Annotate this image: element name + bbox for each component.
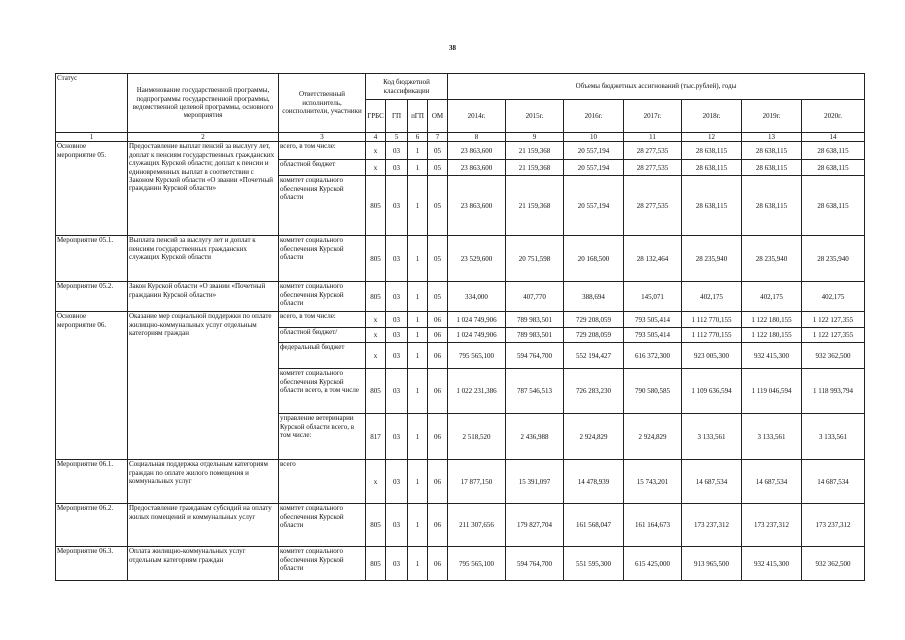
row-om: 06 <box>428 312 448 328</box>
row-value: 21 159,368 <box>506 176 564 236</box>
row-value: 23 863,600 <box>448 176 506 236</box>
row-om: 05 <box>428 160 448 176</box>
header-year: 2020г. <box>802 100 865 133</box>
row-status: Мероприятие 06.1. <box>56 460 128 504</box>
row-value: 28 638,115 <box>742 142 802 160</box>
row-value: 23 863,600 <box>448 142 506 160</box>
row-name: Предоставление гражданам субсидий на оплату жилых помещений и коммунальных услуг <box>128 504 279 547</box>
row-value: 913 965,500 <box>682 547 742 581</box>
table-row <box>56 236 865 282</box>
row-value: 795 565,100 <box>448 547 506 581</box>
row-grbs: х <box>366 328 386 343</box>
row-grbs: 817 <box>366 414 386 460</box>
row-value: 2 518,520 <box>448 414 506 460</box>
row-gp: 03 <box>386 369 408 414</box>
row-value: 388,694 <box>564 282 624 312</box>
row-value: 615 425,000 <box>624 547 682 581</box>
column-number: 7 <box>428 133 448 142</box>
row-status: Мероприятие 05.1. <box>56 236 128 282</box>
row-grbs: 805 <box>366 369 386 414</box>
header-year: 2019г. <box>742 100 802 133</box>
row-pgp: 1 <box>408 282 428 312</box>
row-value: 1 118 993,794 <box>802 369 865 414</box>
header-year: 2018г. <box>682 100 742 133</box>
row-grbs: 805 <box>366 236 386 282</box>
row-grbs: 805 <box>366 176 386 236</box>
row-value: 21 159,368 <box>506 160 564 176</box>
row-value: 789 983,501 <box>506 312 564 328</box>
row-value: 1 119 046,594 <box>742 369 802 414</box>
row-value: 402,175 <box>742 282 802 312</box>
row-value: 407,770 <box>506 282 564 312</box>
row-value: 793 505,414 <box>624 312 682 328</box>
row-gp: 03 <box>386 176 408 236</box>
row-value: 20 557,194 <box>564 176 624 236</box>
row-executor: комитет социального обеспечения Курской области <box>279 504 366 547</box>
table-row <box>56 142 865 160</box>
row-status: Основное мероприятие 06. <box>56 312 128 460</box>
row-pgp: 1 <box>408 504 428 547</box>
row-value: 17 877,150 <box>448 460 506 504</box>
row-pgp: 1 <box>408 414 428 460</box>
header-code-pgp: пГП <box>408 100 428 133</box>
row-executor: комитет социального обеспечения Курской области всего, в том числе <box>279 369 366 414</box>
row-value: 402,175 <box>682 282 742 312</box>
row-value: 2 924,829 <box>564 414 624 460</box>
row-pgp: 1 <box>408 312 428 328</box>
column-number: 11 <box>624 133 682 142</box>
row-value: 161 568,047 <box>564 504 624 547</box>
row-om: 06 <box>428 547 448 581</box>
row-value: 28 638,115 <box>802 160 865 176</box>
row-value: 173 237,312 <box>802 504 865 547</box>
header-row <box>56 74 865 100</box>
header-code-group: Код бюджетной классификации <box>366 74 448 100</box>
row-pgp: 1 <box>408 369 428 414</box>
row-value: 28 277,535 <box>624 176 682 236</box>
row-value: 726 283,230 <box>564 369 624 414</box>
row-value: 787 546,513 <box>506 369 564 414</box>
row-value: 28 235,940 <box>742 236 802 282</box>
row-value: 932 362,500 <box>802 343 865 369</box>
row-status: Основное мероприятие 05. <box>56 142 128 236</box>
column-number-row <box>56 133 865 142</box>
row-value: 23 863,600 <box>448 160 506 176</box>
column-number: 5 <box>386 133 408 142</box>
table-row <box>56 282 865 312</box>
row-value: 1 109 636,594 <box>682 369 742 414</box>
row-gp: 03 <box>386 312 408 328</box>
column-number: 6 <box>408 133 428 142</box>
row-pgp: 1 <box>408 547 428 581</box>
row-value: 1 122 180,155 <box>742 328 802 343</box>
row-gp: 03 <box>386 160 408 176</box>
row-value: 932 362,500 <box>802 547 865 581</box>
row-value: 923 005,300 <box>682 343 742 369</box>
row-grbs: х <box>366 460 386 504</box>
row-executor: областной бюджет <box>279 160 366 176</box>
row-value: 14 687,534 <box>742 460 802 504</box>
header-year: 2015г. <box>506 100 564 133</box>
row-grbs: х <box>366 142 386 160</box>
row-value: 28 638,115 <box>742 160 802 176</box>
row-executor: комитет социального обеспечения Курской области <box>279 282 366 312</box>
row-executor: федеральный бюджет <box>279 343 366 369</box>
row-executor: всего <box>279 460 366 504</box>
row-value: 20 557,194 <box>564 142 624 160</box>
row-grbs: х <box>366 343 386 369</box>
row-value: 616 372,300 <box>624 343 682 369</box>
row-value: 28 638,115 <box>802 142 865 160</box>
header-code-om: ОМ <box>428 100 448 133</box>
row-value: 28 638,115 <box>682 142 742 160</box>
row-value: 594 764,700 <box>506 343 564 369</box>
row-value: 2 924,829 <box>624 414 682 460</box>
row-value: 1 122 127,355 <box>802 312 865 328</box>
row-om: 05 <box>428 176 448 236</box>
column-number: 14 <box>802 133 865 142</box>
budget-table <box>55 73 865 581</box>
row-value: 179 827,704 <box>506 504 564 547</box>
header-year: 2017г. <box>624 100 682 133</box>
header-code-grbs: ГРБС <box>366 100 386 133</box>
row-gp: 03 <box>386 460 408 504</box>
row-gp: 03 <box>386 282 408 312</box>
row-value: 28 638,115 <box>682 176 742 236</box>
row-value: 729 208,059 <box>564 312 624 328</box>
row-executor: комитет социального обеспечения Курской области <box>279 176 366 236</box>
row-value: 1 112 770,155 <box>682 328 742 343</box>
row-name: Оказание мер социальной поддержки по оплате жилищно-коммунальных услуг отдельным категориям граждан <box>128 312 279 460</box>
column-number: 8 <box>448 133 506 142</box>
row-value: 3 133,561 <box>682 414 742 460</box>
row-om: 05 <box>428 236 448 282</box>
row-executor: управление ветеринарии Курской области всего, в том числе: <box>279 414 366 460</box>
column-number: 10 <box>564 133 624 142</box>
table-row <box>56 312 865 328</box>
row-name: Закон Курской области «О звании «Почетный гражданин Курской области» <box>128 282 279 312</box>
row-value: 793 505,414 <box>624 328 682 343</box>
column-number: 1 <box>56 133 128 142</box>
row-status: Мероприятие 06.2. <box>56 504 128 547</box>
row-om: 06 <box>428 343 448 369</box>
row-value: 20 168,500 <box>564 236 624 282</box>
row-value: 2 436,988 <box>506 414 564 460</box>
row-value: 789 983,501 <box>506 328 564 343</box>
row-value: 1 112 770,155 <box>682 312 742 328</box>
row-value: 932 415,300 <box>742 343 802 369</box>
row-value: 28 132,464 <box>624 236 682 282</box>
row-value: 15 391,097 <box>506 460 564 504</box>
column-number: 13 <box>742 133 802 142</box>
row-value: 173 237,312 <box>682 504 742 547</box>
row-om: 06 <box>428 504 448 547</box>
row-value: 1 122 180,155 <box>742 312 802 328</box>
header-status: Статус <box>56 74 128 133</box>
row-name: Предоставление выплат пенсий за выслугу лет, доплат к пенсиям государственных гражданских служащих Курской области; доплат к пенсии и единовременных выплат в соответствии с Законом Курской области «О звании «Почетный гражданин Курской области» <box>128 142 279 236</box>
row-executor: всего, в том числе: <box>279 142 366 160</box>
row-value: 145,071 <box>624 282 682 312</box>
row-om: 06 <box>428 369 448 414</box>
row-value: 1 024 749,906 <box>448 328 506 343</box>
header-year: 2014г. <box>448 100 506 133</box>
row-pgp: 1 <box>408 236 428 282</box>
column-number: 4 <box>366 133 386 142</box>
table-row <box>56 460 865 504</box>
row-value: 3 133,561 <box>742 414 802 460</box>
header-funds-group: Объемы бюджетных ассигнований (тыс.рублей), годы <box>448 74 865 100</box>
row-grbs: 805 <box>366 504 386 547</box>
table-row <box>56 504 865 547</box>
row-gp: 03 <box>386 414 408 460</box>
row-value: 28 235,940 <box>802 236 865 282</box>
row-pgp: 1 <box>408 343 428 369</box>
row-value: 20 751,598 <box>506 236 564 282</box>
header-name: Наименование государственной программы, подпрограммы государственной программы, ведомственной целевой программы, основного мероприятия <box>128 74 279 133</box>
row-value: 14 687,534 <box>802 460 865 504</box>
row-status: Мероприятие 05.2. <box>56 282 128 312</box>
row-value: 20 557,194 <box>564 160 624 176</box>
row-value: 28 235,940 <box>682 236 742 282</box>
header-year: 2016г. <box>564 100 624 133</box>
column-number: 9 <box>506 133 564 142</box>
row-executor: всего, в том числе: <box>279 312 366 328</box>
row-value: 729 208,059 <box>564 328 624 343</box>
header-executor: Ответственный исполнитель, соисполнители, участники <box>279 74 366 133</box>
row-value: 21 159,368 <box>506 142 564 160</box>
row-pgp: 1 <box>408 460 428 504</box>
row-value: 14 478,939 <box>564 460 624 504</box>
row-gp: 03 <box>386 328 408 343</box>
row-grbs: х <box>366 312 386 328</box>
row-value: 28 277,535 <box>624 160 682 176</box>
row-value: 1 024 749,906 <box>448 312 506 328</box>
table-row <box>56 547 865 581</box>
row-value: 552 194,427 <box>564 343 624 369</box>
row-gp: 03 <box>386 504 408 547</box>
header-code-gp: ГП <box>386 100 408 133</box>
page-number: 38 <box>449 44 456 52</box>
row-value: 334,000 <box>448 282 506 312</box>
row-value: 795 565,100 <box>448 343 506 369</box>
row-value: 402,175 <box>802 282 865 312</box>
column-number: 12 <box>682 133 742 142</box>
column-number: 2 <box>128 133 279 142</box>
row-pgp: 1 <box>408 160 428 176</box>
row-value: 551 595,300 <box>564 547 624 581</box>
row-om: 06 <box>428 414 448 460</box>
row-executor: областной бюджет/ <box>279 328 366 343</box>
row-grbs: 805 <box>366 282 386 312</box>
row-name: Социальная поддержка отдельным категориям граждан по оплате жилого помещения и коммунальных услуг <box>128 460 279 504</box>
row-gp: 03 <box>386 343 408 369</box>
row-value: 173 237,312 <box>742 504 802 547</box>
row-value: 15 743,201 <box>624 460 682 504</box>
row-grbs: х <box>366 160 386 176</box>
row-om: 06 <box>428 328 448 343</box>
row-status: Мероприятие 06.3. <box>56 547 128 581</box>
row-value: 3 133,561 <box>802 414 865 460</box>
row-executor: комитет социального обеспечения Курской области <box>279 547 366 581</box>
row-value: 790 580,585 <box>624 369 682 414</box>
row-name: Оплата жилищно-коммунальных услуг отдельным категориям граждан <box>128 547 279 581</box>
row-value: 23 529,600 <box>448 236 506 282</box>
row-gp: 03 <box>386 236 408 282</box>
row-om: 05 <box>428 282 448 312</box>
row-value: 28 638,115 <box>742 176 802 236</box>
row-pgp: 1 <box>408 328 428 343</box>
column-number: 3 <box>279 133 366 142</box>
row-om: 06 <box>428 460 448 504</box>
row-pgp: 1 <box>408 176 428 236</box>
row-value: 211 307,656 <box>448 504 506 547</box>
row-value: 28 638,115 <box>682 160 742 176</box>
row-value: 14 687,534 <box>682 460 742 504</box>
row-value: 28 638,115 <box>802 176 865 236</box>
row-pgp: 1 <box>408 142 428 160</box>
row-grbs: 805 <box>366 547 386 581</box>
row-value: 161 164,673 <box>624 504 682 547</box>
row-gp: 03 <box>386 142 408 160</box>
row-executor: комитет социального обеспечения Курской области <box>279 236 366 282</box>
row-value: 932 415,300 <box>742 547 802 581</box>
row-value: 594 764,700 <box>506 547 564 581</box>
row-value: 1 022 231,386 <box>448 369 506 414</box>
row-name: Выплата пенсий за выслугу лет и доплат к пенсиям государственных гражданских служащих Курской области <box>128 236 279 282</box>
row-gp: 03 <box>386 547 408 581</box>
row-value: 1 122 127,355 <box>802 328 865 343</box>
row-value: 28 277,535 <box>624 142 682 160</box>
row-om: 05 <box>428 142 448 160</box>
